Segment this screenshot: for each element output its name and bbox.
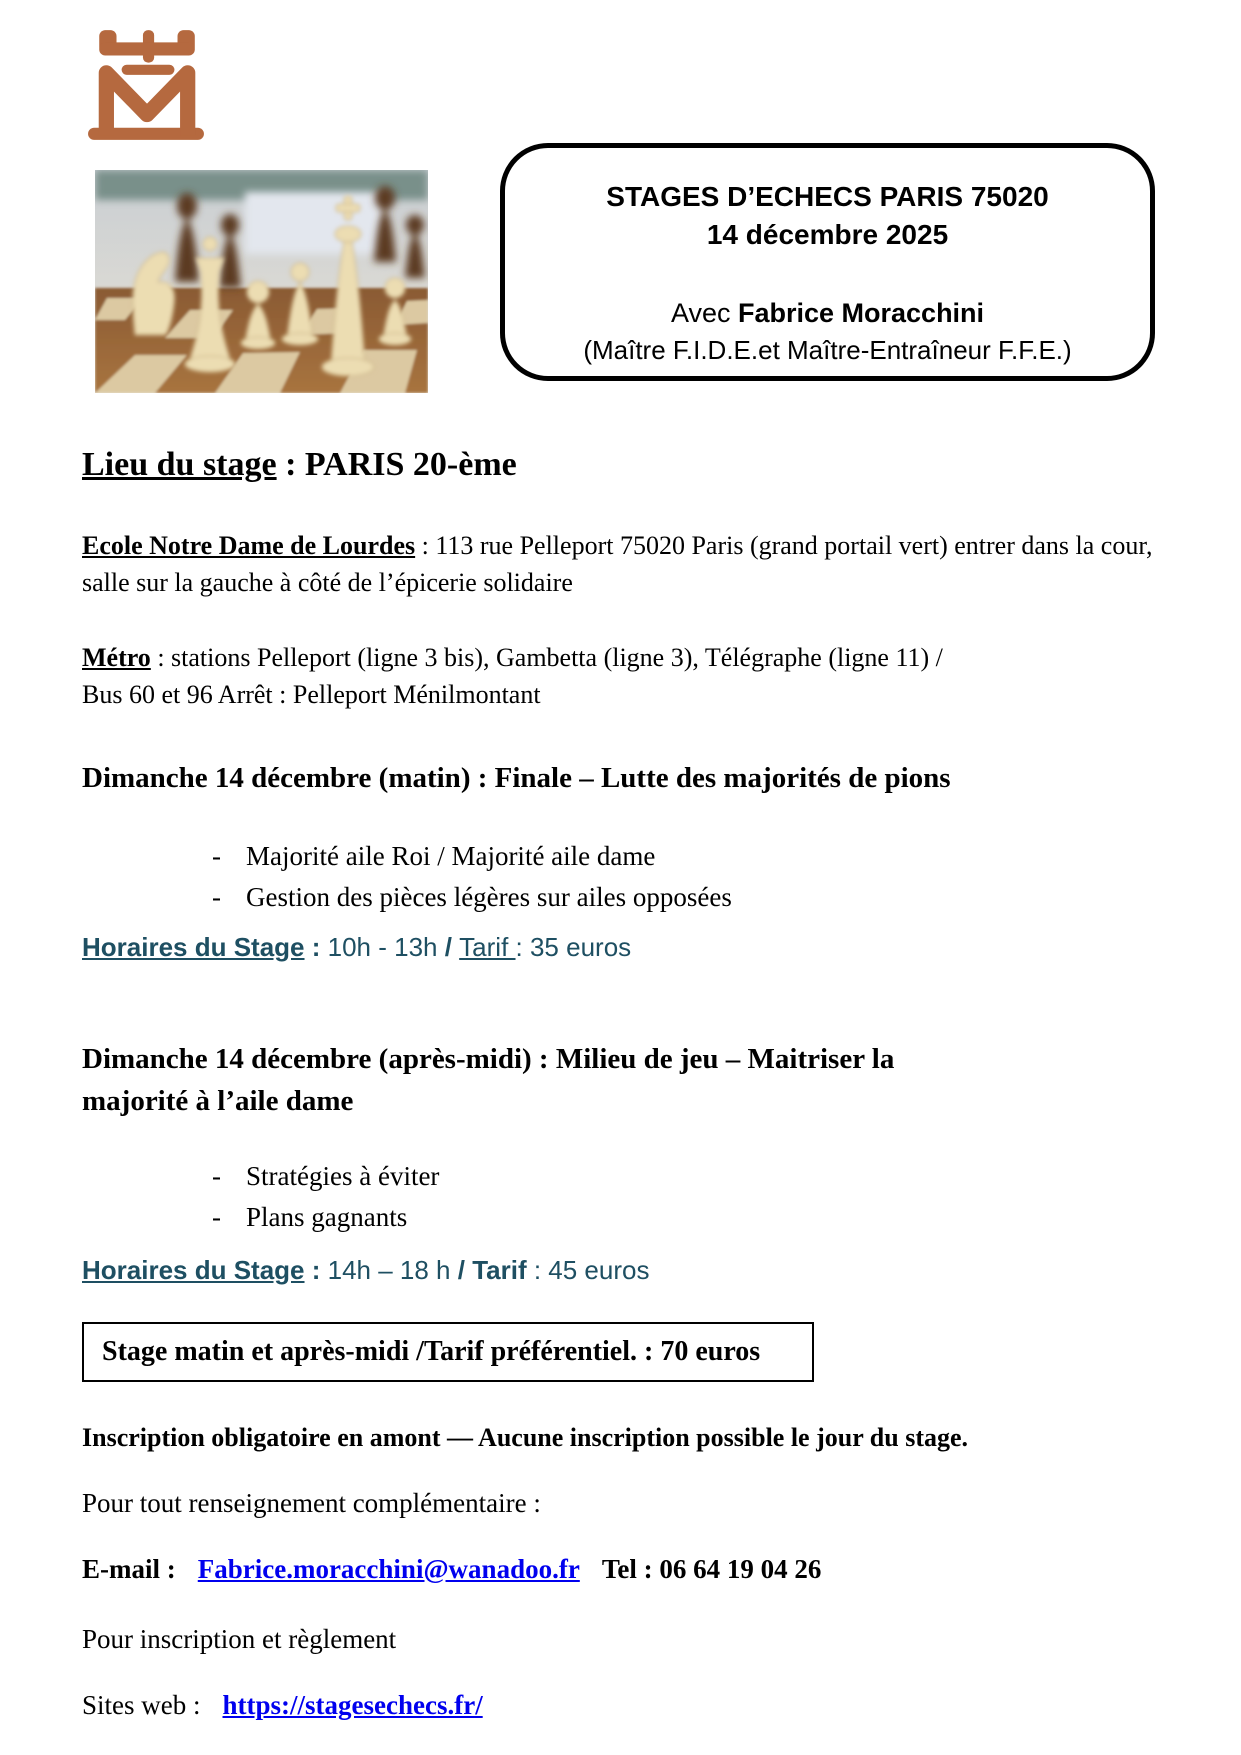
instructor-name: Fabrice Moracchini bbox=[737, 298, 985, 328]
schedule-label: Horaires du Stage bbox=[82, 932, 305, 962]
school-text: : 113 rue Pelleport 75020 Paris (grand portail vert) entrer dans la cour, salle sur la gauche à côté de l’épicerie solidaire bbox=[82, 531, 1153, 597]
afternoon-schedule-line bbox=[82, 1255, 649, 1286]
metro-text: : stations Pelleport (ligne 3 bis), Gambetta (ligne 3), Télégraphe (ligne 11) / bbox=[150, 643, 943, 672]
tarif-colon: : bbox=[526, 1255, 549, 1285]
list-item bbox=[212, 1156, 439, 1197]
metro-label: Métro bbox=[82, 643, 151, 672]
website-link[interactable]: https://stagesechecs.fr/ bbox=[222, 1690, 483, 1720]
tarif-label: / Tarif bbox=[457, 1255, 527, 1285]
morning-session-heading: Dimanche 14 décembre (matin) : Finale – Lutte des majorités de pions bbox=[82, 762, 951, 794]
location-heading-label: Lieu du stage bbox=[82, 446, 277, 483]
email-link[interactable]: Fabrice.moracchini@wanadoo.fr bbox=[197, 1554, 580, 1584]
email-label: E-mail : bbox=[82, 1554, 176, 1584]
schedule-colon: : bbox=[304, 1255, 328, 1285]
chess-rook-m-logo-icon bbox=[85, 22, 207, 144]
metro-paragraph bbox=[82, 640, 1167, 714]
instructor-credentials: (Maître F.I.D.E.et Maître-Entraîneur F.F.E.) bbox=[583, 335, 1072, 365]
schedule-colon: : bbox=[304, 932, 328, 962]
morning-schedule-line bbox=[82, 932, 631, 963]
bus-text: Bus 60 et 96 Arrêt : Pelleport Ménilmontant bbox=[82, 679, 541, 709]
bullet-dash: - bbox=[212, 881, 221, 912]
mandatory-notice: Inscription obligatoire en amont — Aucune inscription possible le jour du stage. bbox=[82, 1423, 969, 1452]
tarif-label: Tarif bbox=[459, 932, 516, 962]
flyer-date: 14 décembre 2025 bbox=[706, 219, 949, 250]
school-label: Ecole Notre Dame de Lourdes bbox=[82, 531, 416, 560]
tarif-value: 35 euros bbox=[529, 932, 632, 962]
instructor-line bbox=[505, 294, 1150, 332]
title-box bbox=[500, 143, 1155, 381]
with-prefix: Avec bbox=[670, 298, 738, 328]
school-paragraph bbox=[82, 528, 1167, 602]
bullet-text: Majorité aile Roi / Majorité aile dame bbox=[246, 841, 656, 871]
tel-text: Tel : 06 64 19 04 26 bbox=[601, 1554, 822, 1584]
location-heading-value: PARIS 20-ème bbox=[304, 446, 517, 483]
schedule-slash: / bbox=[444, 932, 460, 962]
schedule-time: 14h – 18 h bbox=[327, 1255, 458, 1285]
list-item bbox=[212, 1197, 439, 1238]
bullet-text: Plans gagnants bbox=[246, 1201, 408, 1232]
bullet-dash: - bbox=[212, 1201, 221, 1232]
combo-offer-text: Stage matin et après-midi /Tarif préférentiel. : 70 euros bbox=[102, 1336, 761, 1367]
tarif-value: 45 euros bbox=[548, 1255, 650, 1285]
chess-pieces-photo bbox=[95, 170, 428, 393]
combo-offer-box bbox=[82, 1322, 814, 1382]
schedule-time: 10h - 13h bbox=[327, 932, 445, 962]
location-heading bbox=[82, 446, 517, 484]
sites-label: Sites web : bbox=[82, 1690, 201, 1720]
info-line: Pour tout renseignement complémentaire : bbox=[82, 1488, 541, 1518]
schedule-label: Horaires du Stage bbox=[82, 1255, 305, 1285]
tarif-colon: : bbox=[515, 932, 530, 962]
sites-line bbox=[82, 1686, 1167, 1724]
bullet-dash: - bbox=[212, 1161, 221, 1191]
bullet-dash: - bbox=[212, 841, 221, 871]
list-item bbox=[212, 877, 732, 918]
location-heading-sep: : bbox=[276, 446, 305, 483]
email-line bbox=[82, 1550, 1167, 1588]
afternoon-session-heading: Dimanche 14 décembre (après-midi) : Milieu de jeu – Maitriser la majorité à l’aile dame bbox=[82, 1043, 895, 1118]
bullet-text: Stratégies à éviter bbox=[246, 1161, 440, 1191]
afternoon-bullet-list bbox=[212, 1156, 439, 1237]
list-item bbox=[212, 836, 732, 877]
flyer-title: STAGES D’ECHECS PARIS 75020 bbox=[606, 181, 1049, 212]
morning-bullet-list bbox=[212, 836, 732, 917]
bullet-text: Gestion des pièces légères sur ailes opposées bbox=[246, 881, 732, 912]
payment-line: Pour inscription et règlement bbox=[82, 1624, 397, 1654]
